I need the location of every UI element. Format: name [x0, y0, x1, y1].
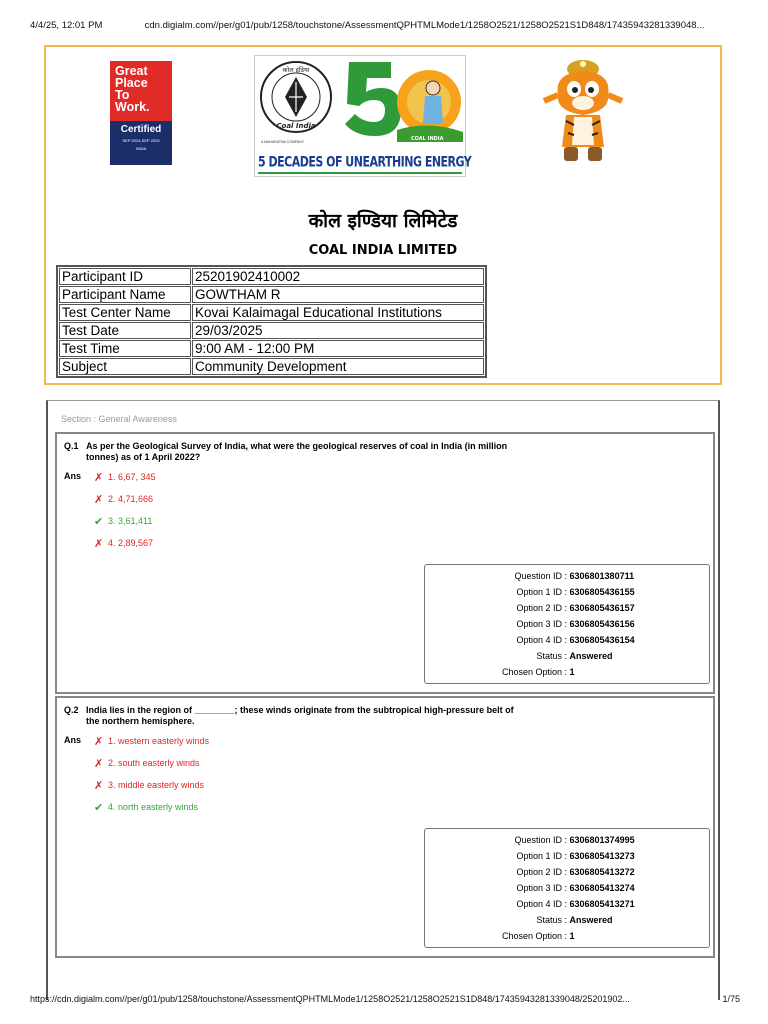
participant-row	[59, 358, 484, 375]
answer-option	[94, 779, 204, 792]
answer-option	[94, 801, 198, 814]
option-text: 3. middle easterly winds	[108, 779, 205, 790]
cross-icon: ✗	[94, 538, 104, 550]
meta-row	[425, 832, 709, 848]
meta-row	[425, 928, 709, 944]
participant-label: Subject	[59, 358, 191, 375]
meta-value: 6306805413272	[569, 867, 635, 877]
participant-value: 29/03/2025	[192, 322, 484, 339]
meta-value: 6306805413273	[569, 851, 635, 861]
meta-row	[425, 848, 709, 864]
meta-label: Option 1 ID :	[516, 851, 567, 861]
seal-text-bottom: Coal India	[276, 122, 316, 130]
participant-value: GOWTHAM R	[192, 286, 484, 303]
meta-row	[425, 568, 709, 584]
coal-india-seal-icon	[259, 60, 333, 134]
meta-value: Answered	[569, 651, 613, 661]
participant-row	[59, 322, 484, 339]
meta-label: Option 1 ID :	[516, 587, 567, 597]
meta-label: Status :	[536, 651, 567, 661]
gptw-country: INDIA	[135, 146, 147, 151]
option-text: 3. 3,61,411	[108, 515, 153, 526]
section-title: Section : General Awareness	[61, 414, 177, 424]
check-icon: ✔	[94, 802, 104, 814]
option-text: 1. 6,67, 345	[108, 471, 156, 482]
seal-text-top: कोल इंडिया	[282, 66, 310, 74]
question-number: Q.1	[64, 441, 79, 451]
meta-value: 6306805413274	[569, 883, 635, 893]
print-datetime: 4/4/25, 12:01 PM	[30, 20, 103, 31]
meta-value: 6306805436155	[569, 587, 635, 597]
meta-label: Chosen Option :	[501, 931, 567, 941]
meta-value: 6306805436154	[569, 635, 635, 645]
meta-label: Option 3 ID :	[516, 619, 567, 629]
answer-option	[94, 471, 156, 484]
meta-row	[425, 896, 709, 912]
question-number: Q.2	[64, 705, 79, 715]
question-card	[55, 696, 715, 958]
answer-label: Ans	[64, 471, 82, 481]
meta-value: 6306801380711	[569, 571, 635, 581]
meta-label: Status :	[536, 915, 567, 925]
meta-value: 6306801374995	[569, 835, 635, 845]
meta-label: Question ID :	[514, 571, 567, 581]
option-text: 2. 4,71,666	[108, 493, 154, 504]
option-text: 1. western easterly winds	[108, 735, 210, 746]
gptw-line: Work.	[115, 100, 150, 114]
meta-value: 1	[569, 931, 575, 941]
question-panel	[46, 400, 720, 1000]
participant-value: 9:00 AM - 12:00 PM	[192, 340, 484, 357]
coal-india-banner	[44, 45, 722, 385]
answer-option	[94, 735, 209, 748]
gptw-line: To	[115, 88, 130, 102]
footer-url: https://cdn.digialm.com//per/g01/pub/1258/touchstone/AssessmentQPHTMLMode1/1258O2521/1258O2521S1D848/17435943281339048/25201902...	[30, 994, 630, 1004]
question-meta-box	[424, 564, 710, 684]
answer-option	[94, 537, 153, 550]
participant-value: 25201902410002	[192, 268, 484, 285]
participant-value: Community Development	[192, 358, 484, 375]
gptw-line: Place	[115, 76, 148, 90]
meta-label: Option 4 ID :	[516, 635, 567, 645]
option-text: 2. south easterly winds	[108, 757, 200, 768]
browser-print-header	[30, 20, 740, 31]
answer-option	[94, 493, 153, 506]
meta-row	[425, 648, 709, 664]
meta-value: 6306805436156	[569, 619, 635, 629]
seal-caption: A MAHARATNA COMPANY	[261, 140, 305, 144]
tagline: 5 DECADES OF UNEARTHING ENERGY	[258, 153, 472, 170]
company-title-english: COAL INDIA LIMITED	[308, 243, 458, 258]
participant-row	[59, 304, 484, 321]
participant-label: Participant Name	[59, 286, 191, 303]
option-text: 4. north easterly winds	[108, 801, 199, 812]
meta-label: Option 4 ID :	[516, 899, 567, 909]
meta-label: Option 2 ID :	[516, 603, 567, 613]
gptw-line: Great	[115, 64, 148, 78]
meta-row	[425, 584, 709, 600]
meta-row	[425, 912, 709, 928]
cross-icon: ✗	[94, 758, 104, 770]
answer-option	[94, 757, 200, 770]
meta-row	[425, 616, 709, 632]
cross-icon: ✗	[94, 780, 104, 792]
option-text: 4. 2,89,567	[108, 537, 154, 548]
participant-value: Kovai Kalaimagal Educational Institutions	[192, 304, 484, 321]
participant-row	[59, 286, 484, 303]
cross-icon: ✗	[94, 494, 104, 506]
gptw-period: SEP 2024-SEP 2025	[122, 138, 160, 143]
meta-label: Option 3 ID :	[516, 883, 567, 893]
participant-label: Test Time	[59, 340, 191, 357]
print-url: cdn.digialm.com//per/g01/pub/1258/touchstone/AssessmentQPHTMLMode1/1258O2521/1258O2521S1D848/17435943281339048...	[144, 20, 705, 31]
question-meta-box	[424, 828, 710, 948]
great-place-to-work-badge	[110, 61, 172, 165]
meta-row	[425, 864, 709, 880]
participant-label: Participant ID	[59, 268, 191, 285]
meta-row	[425, 664, 709, 680]
meta-row	[425, 880, 709, 896]
meta-row	[425, 600, 709, 616]
answer-label: Ans	[64, 735, 82, 745]
participant-row	[59, 268, 484, 285]
question-card	[55, 432, 715, 694]
meta-label: Question ID :	[514, 835, 567, 845]
meta-value: Answered	[569, 915, 613, 925]
browser-print-footer	[30, 994, 740, 1004]
tiger-mascot-icon	[540, 55, 626, 167]
company-title-hindi: कोल इण्डिया लिमिटेड	[308, 210, 458, 232]
meta-label: Chosen Option :	[501, 667, 567, 677]
gptw-certified: Certified	[120, 124, 162, 135]
page-number: 1/75	[722, 994, 740, 1004]
answer-option	[94, 515, 152, 528]
meta-value: 6306805436157	[569, 603, 635, 613]
meta-value: 6306805413271	[569, 899, 635, 909]
participant-label: Test Date	[59, 322, 191, 339]
fifty-years-icon	[339, 58, 465, 146]
meta-value: 1	[569, 667, 575, 677]
participant-info-table	[56, 265, 487, 378]
participant-label: Test Center Name	[59, 304, 191, 321]
meta-label: Option 2 ID :	[516, 867, 567, 877]
participant-row	[59, 340, 484, 357]
cross-icon: ✗	[94, 472, 104, 484]
meta-row	[425, 632, 709, 648]
check-icon: ✔	[94, 516, 104, 528]
fifty-years-logo	[254, 55, 472, 177]
cross-icon: ✗	[94, 736, 104, 748]
fifty-sub-text: COAL INDIA	[411, 136, 444, 142]
question-text: India lies in the region of ________; these winds originate from the subtropical high-pressure belt of the northern hemisphere.	[86, 705, 514, 726]
question-text: As per the Geological Survey of India, what were the geological reserves of coal in India (in million tonnes) as of 1 April 2022?	[86, 441, 508, 462]
